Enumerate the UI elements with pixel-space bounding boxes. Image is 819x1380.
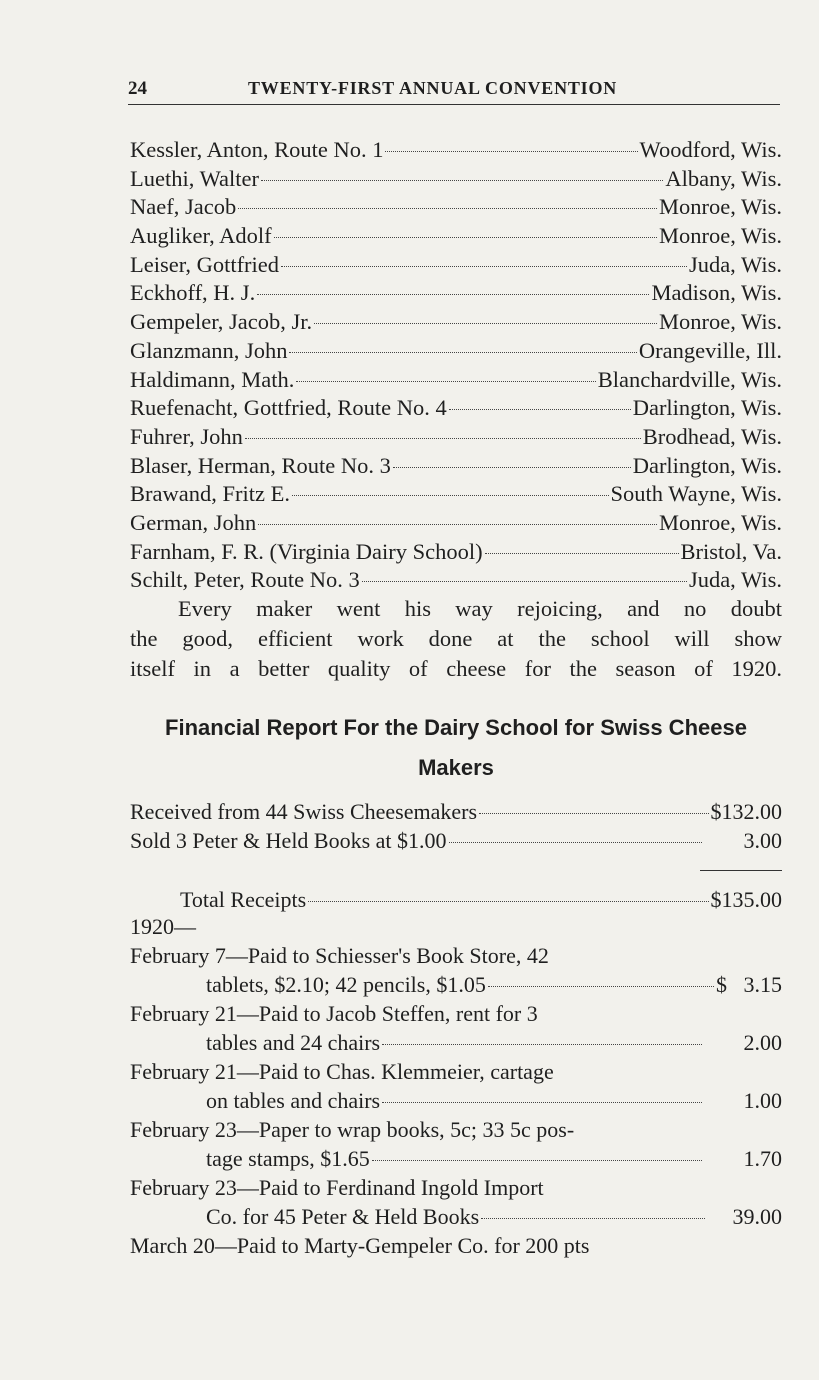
entry-text: February 21—Paid to Chas. Klemmeier, cartage (130, 1059, 554, 1084)
entry-line-1 (130, 999, 782, 1028)
dot-leader (238, 208, 657, 209)
dot-leader (449, 842, 702, 843)
roster-row (130, 423, 782, 452)
dot-leader (393, 467, 631, 468)
roster-row (130, 193, 782, 222)
roster-row (130, 566, 782, 595)
roster-row (130, 136, 782, 165)
page-header (128, 74, 780, 105)
running-title: TWENTY-FIRST ANNUAL CONVENTION (248, 78, 618, 98)
maker-name: Blaser, Herman, Route No. 3 (130, 452, 391, 478)
entry-text: on tables and chairs (206, 1088, 381, 1113)
maker-roster (130, 136, 782, 595)
roster-row (130, 538, 782, 567)
maker-name: German, John (130, 509, 257, 535)
entry-line-2 (130, 1028, 782, 1057)
entry-amount: 2.00 (743, 1030, 782, 1055)
dot-leader (485, 553, 679, 554)
receipt-row (130, 797, 782, 826)
closing-paragraph (130, 594, 782, 684)
dot-leader (314, 323, 657, 324)
roster-row (130, 394, 782, 423)
year-label: 1920— (130, 914, 196, 939)
entry-line-2 (130, 1202, 782, 1231)
paragraph-line: the good, efficient work done at the school will show (130, 626, 782, 651)
maker-place: Orangeville, Ill. (638, 337, 782, 363)
roster-row (130, 509, 782, 538)
entry-line-1 (130, 1057, 782, 1086)
receipt-label: Sold 3 Peter & Held Books at $1.00 (130, 828, 447, 853)
entry-line-1 (130, 941, 782, 970)
roster-row (130, 480, 782, 509)
maker-name: Farnham, F. R. (Virginia Dairy School) (130, 538, 483, 564)
receipt-amount: 3.00 (743, 828, 782, 853)
maker-name: Augliker, Adolf (130, 223, 272, 249)
maker-place: Monroe, Wis. (658, 194, 782, 220)
entry-amount: $ 3.15 (716, 972, 782, 997)
dot-leader (245, 438, 641, 439)
roster-row (130, 165, 782, 194)
entry-text: February 23—Paper to wrap books, 5c; 33 5c pos- (130, 1117, 575, 1142)
dot-leader (292, 495, 609, 496)
disbursements-block (130, 912, 782, 1260)
entry-text: February 21—Paid to Jacob Steffen, rent for 3 (130, 1001, 538, 1026)
entry-text: tables and 24 chairs (206, 1030, 381, 1055)
entry-text: February 7—Paid to Schiesser's Book Store, 42 (130, 943, 549, 968)
entry-line-2 (130, 1086, 782, 1115)
roster-row (130, 222, 782, 251)
maker-place: South Wayne, Wis. (610, 481, 782, 507)
entry-line-1 (130, 1115, 782, 1144)
maker-place: Brodhead, Wis. (642, 423, 782, 449)
roster-row (130, 366, 782, 395)
maker-place: Monroe, Wis. (658, 223, 782, 249)
entry-text: tage stamps, $1.65 (206, 1146, 370, 1171)
dot-leader (382, 1102, 701, 1103)
entry-text: February 23—Paid to Ferdinand Ingold Import (130, 1175, 544, 1200)
entry-amount: 1.00 (743, 1088, 782, 1113)
dot-leader (488, 986, 714, 987)
heading-line-2: Makers (418, 755, 494, 780)
maker-place: Bristol, Va. (680, 538, 782, 564)
dot-leader (281, 266, 687, 267)
dot-leader (261, 180, 663, 181)
roster-row (130, 279, 782, 308)
entry-line-1 (130, 1231, 782, 1260)
maker-place: Albany, Wis. (665, 165, 782, 191)
dot-leader (258, 524, 657, 525)
dot-leader (372, 1160, 702, 1161)
entry-text: Co. for 45 Peter & Held Books (206, 1204, 480, 1229)
total-block (130, 885, 782, 914)
maker-name: Haldimann, Math. (130, 366, 295, 392)
maker-place: Darlington, Wis. (632, 395, 782, 421)
maker-place: Juda, Wis. (688, 567, 782, 593)
maker-place: Monroe, Wis. (658, 509, 782, 535)
maker-name: Eckhoff, H. J. (130, 280, 256, 306)
entry-text: tablets, $2.10; 42 pencils, $1.05 (206, 972, 486, 997)
paragraph-line: Every maker went his way rejoicing, and no doubt (178, 596, 782, 621)
dot-leader (296, 381, 595, 382)
maker-name: Naef, Jacob (130, 194, 237, 220)
entry-amount: 1.70 (743, 1146, 782, 1171)
roster-row (130, 452, 782, 481)
maker-name: Brawand, Fritz E. (130, 481, 290, 507)
dot-leader (308, 901, 708, 902)
maker-place: Juda, Wis. (688, 251, 782, 277)
receipt-row (130, 826, 782, 855)
maker-name: Schilt, Peter, Route No. 3 (130, 567, 360, 593)
maker-place: Monroe, Wis. (658, 309, 782, 335)
dot-leader (362, 581, 687, 582)
dot-leader (449, 409, 631, 410)
total-amount: $135.00 (710, 887, 782, 912)
maker-place: Woodford, Wis. (639, 137, 782, 162)
dot-leader (382, 1044, 701, 1045)
dot-leader (385, 151, 637, 152)
receipts-block (130, 797, 782, 855)
sum-rule (700, 870, 782, 871)
maker-name: Kessler, Anton, Route No. 1 (130, 137, 384, 162)
maker-name: Fuhrer, John (130, 423, 243, 449)
roster-row (130, 251, 782, 280)
paragraph-line: itself in a better quality of cheese for the season of 1920. (130, 656, 782, 681)
maker-name: Leiser, Gottfried (130, 251, 280, 277)
maker-name: Glanzmann, John (130, 337, 288, 363)
maker-name: Luethi, Walter (130, 165, 259, 191)
maker-name: Ruefenacht, Gottfried, Route No. 4 (130, 395, 447, 421)
entry-amount: 39.00 (732, 1204, 782, 1229)
receipt-amount: $132.00 (710, 799, 782, 824)
heading-line-1: Financial Report For the Dairy School for Swiss Cheese (165, 715, 747, 740)
maker-name: Gempeler, Jacob, Jr. (130, 309, 313, 335)
dot-leader (289, 352, 636, 353)
entry-line-2 (130, 970, 782, 999)
maker-place: Blanchardville, Wis. (597, 366, 782, 392)
dot-leader (479, 813, 708, 814)
maker-place: Darlington, Wis. (632, 452, 782, 478)
total-label: Total Receipts (180, 887, 307, 912)
roster-row (130, 337, 782, 366)
maker-place: Madison, Wis. (651, 280, 782, 306)
entry-line-1 (130, 1173, 782, 1202)
entry-line-2 (130, 1144, 782, 1173)
roster-row (130, 308, 782, 337)
section-heading (130, 708, 782, 788)
page-number: 24 (128, 78, 147, 99)
receipt-label: Received from 44 Swiss Cheesemakers (130, 799, 478, 824)
dot-leader (257, 294, 649, 295)
total-row (130, 885, 782, 914)
entry-text: March 20—Paid to Marty-Gempeler Co. for 200 pts (130, 1233, 590, 1258)
dot-leader (274, 237, 657, 238)
dot-leader (481, 1218, 704, 1219)
